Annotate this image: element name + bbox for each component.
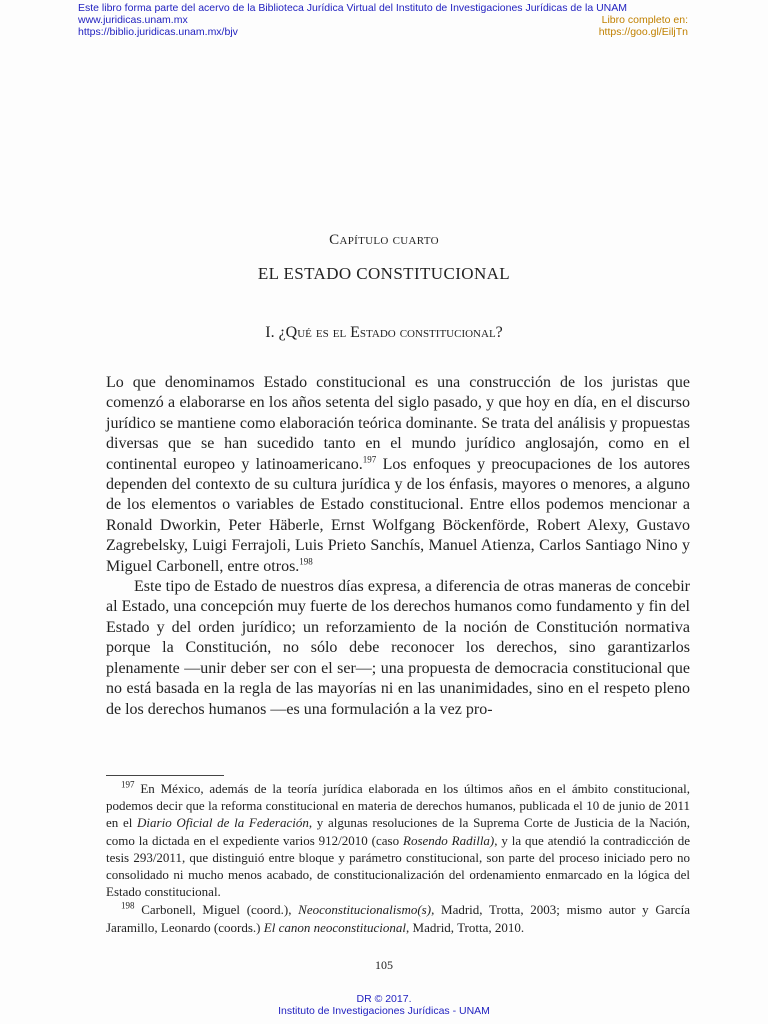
institute-link[interactable]: Instituto de Investigaciones Jurídicas - UNAM [278, 1005, 490, 1017]
footnote-197-part-c: , y la que atendió la contradicción de tesis 293/2011, que distinguió entre bloque y parámetro constitucional, son parte del proceso iniciado pero no consolidado ni mucho menos acabado, de constitucionalización del ordenamiento enmarcado en la lógica del Estado constitucional. [106, 832, 690, 900]
footnote-197-dof: Diario Oficial de la Federación [137, 815, 309, 831]
chapter-label: Capítulo cuarto [329, 232, 439, 248]
full-book-link[interactable]: https://goo.gl/EiljTn [598, 26, 688, 38]
section-title: I. ¿Qué es el Estado constitucional? [265, 324, 503, 341]
footnote-ref-197[interactable]: 197 [362, 454, 377, 465]
footnote-number-197: 197 [121, 779, 135, 790]
paragraph-1 [106, 373, 690, 577]
footnote-198-part-b: , Madrid, Trotta, 2003; mismo autor y García Jaramillo, Leonardo (coords.) [106, 902, 690, 935]
footnotes [106, 780, 690, 936]
footnote-197-part-b: , y algunas resoluciones de la Suprema Corte de Justicia de la Nación, como la dictada en el expediente varios 912/2010 (caso [106, 815, 690, 848]
page-number: 105 [375, 958, 393, 972]
footnote-198-book1: Neoconstitucionalismo(s) [298, 902, 432, 918]
paragraph-2: Este tipo de Estado de nuestros días expresa, a diferencia de otras maneras de concebir al Estado, una concepción muy fuerte de los derechos humanos como fundamento y fin del Estado y del orden jurídico; un reforzamiento de la noción de Constitución normativa porque la Constitución, no sólo debe reconocer los derechos, sino garantizarlos plenamente —unir deber ser con el ser—; una propuesta de democracia constitucional que no está basada en la regla de las mayorías ni en las unanimidades, sino en el respeto pleno de los derechos humanos —es una formulación a la vez pro- [106, 578, 690, 718]
footnote-198-part-a: Carbonell, Miguel (coord.), [134, 902, 299, 918]
footnote-number-198: 198 [121, 901, 135, 912]
repository-header [0, 0, 768, 40]
repository-notice: Este libro forma parte del acervo de la Biblioteca Jurídica Virtual del Instituto de Investigaciones Jurídicas de la UNAM [78, 2, 627, 14]
site-link[interactable]: www.juridicas.unam.mx [78, 14, 188, 26]
paragraph-1-part-b: Los enfoques y preocupaciones de los autores dependen del contexto de su cultura jurídica y de los énfasis, mayores o menores, a alguno de los elementos o variables de Estado constitucional. Entre ellos podemos mencionar a Ronald Dworkin, Peter Häberle, Ernst Wolfgang Böckenförde, Robert Alexy, Gustavo Zagrebelsky, Luigi Ferrajoli, Luis Prieto Sanchís, Manuel Atienza, Carlos Santiago Nino y Miguel Carbonell, entre otros. [106, 455, 690, 575]
repository-footer [0, 993, 768, 1017]
footnote-198-book2: El canon neoconstitucional [263, 919, 407, 935]
footnote-198-part-c: , Madrid, Trotta, 2010. [406, 919, 525, 935]
paragraph-1-part-a: Lo que denominamos Estado constitucional es una construcción de los juristas que comenzó a elaborarse en los años setenta del siglo pasado, y que hoy en día, en el discurso jurídico se mantiene como elaboración teórica dominante. Se trata del análisis y propuestas diversas que se han sucedido tanto en el mundo jurídico anglosajón, como en el continental europeo y latinoamericano. [106, 374, 690, 473]
full-book-label: Libro completo en: [601, 14, 688, 26]
copyright: DR © 2017. [356, 993, 412, 1005]
footnote-198 [106, 901, 690, 935]
bjv-link[interactable]: https://biblio.juridicas.unam.mx/bjv [78, 26, 238, 38]
chapter-title: EL ESTADO CONSTITUCIONAL [257, 264, 511, 283]
footnote-197-part-a: En México, además de la teoría jurídica elaborada en los últimos años en el ámbito constitucional, podemos decir que la reforma constitucional en materia de derechos humanos, publicada el 10 de junio de 2011 en el [106, 781, 690, 831]
footnote-ref-198[interactable]: 198 [299, 556, 313, 567]
footnote-197 [106, 780, 690, 900]
footnote-197-case: Rosendo Radilla) [403, 832, 495, 848]
body-text [106, 373, 690, 720]
footnote-divider [106, 775, 224, 776]
